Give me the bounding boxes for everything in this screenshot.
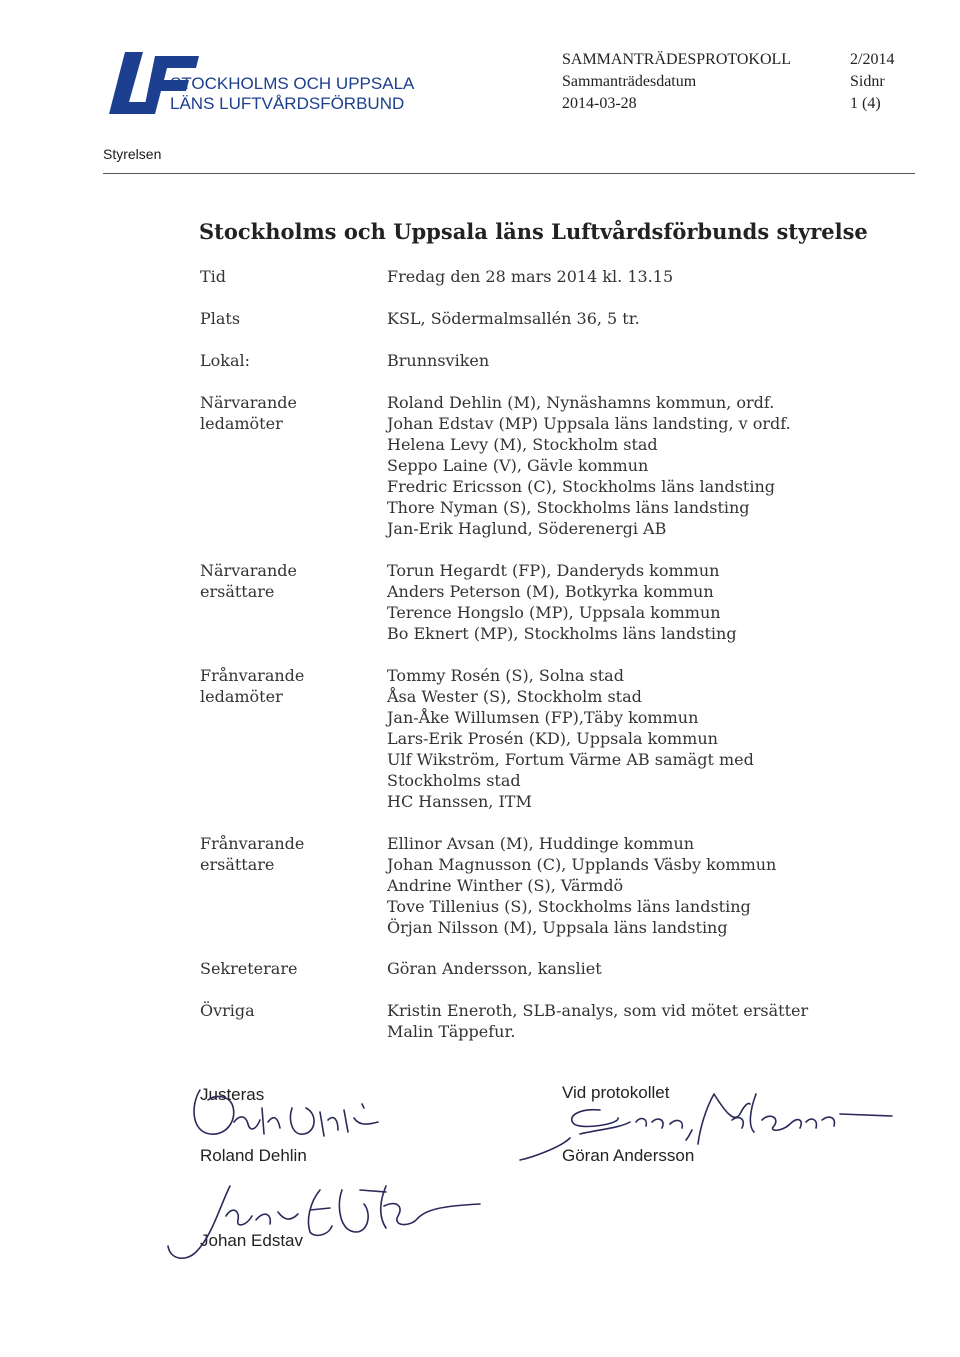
lokal-label: Lokal: [200,351,250,370]
label-line: ersättare [200,855,275,874]
ovriga-label: Övriga [200,1001,255,1020]
list-item: Bo Eknert (MP), Stockholms läns landsting [387,624,737,643]
label-line: Frånvarande [200,834,305,853]
list-item: Tommy Rosén (S), Solna stad [387,666,624,685]
list-item: Jan-Erik Haglund, Söderenergi AB [387,519,667,538]
franvarande-ledamoter-list [387,665,754,812]
plats-label: Plats [200,309,241,328]
list-item: Örjan Nilsson (M), Uppsala läns landsting [387,918,728,937]
franvarande-ledamoter-label [200,665,304,707]
page-title: Stockholms och Uppsala läns Luftvårdsförbunds styrelse [199,219,868,244]
list-item: Åsa Wester (S), Stockholm stad [387,687,642,706]
list-item: Kristin Eneroth, SLB-analys, som vid mötet ersätter [387,1001,809,1020]
date-label: Sammanträdesdatum [562,73,697,90]
label-line: Närvarande [200,561,297,580]
list-item: Ellinor Avsan (M), Huddinge kommun [387,834,695,853]
narvarande-ledamoter-list [387,392,791,539]
label-line: ersättare [200,582,275,601]
tid-value: Fredag den 28 mars 2014 kl. 13.15 [387,267,674,286]
signer-johan-edstav: Johan Edstav [200,1231,304,1250]
list-item: Terence Hongslo (MP), Uppsala kommun [387,603,721,622]
label-line: ledamöter [200,687,283,706]
list-item: Stockholms stad [387,771,521,790]
list-item: Ulf Wikström, Fortum Värme AB samägt med [387,750,754,769]
label-line: Närvarande [200,393,297,412]
list-item: Fredric Ericsson (C), Stockholms läns landsting [387,477,775,496]
narvarande-ersattare-list [387,560,737,644]
list-item: Andrine Winther (S), Värmdö [387,876,624,895]
signature-johan-edstav [160,1176,490,1266]
justeras-label: Justeras [200,1085,265,1104]
list-item: Tove Tillenius (S), Stockholms läns landsting [387,897,751,916]
page-label: Sidnr [850,73,885,90]
org-name [170,74,414,114]
list-item: Malin Täppefur. [387,1022,516,1041]
list-item: Helena Levy (M), Stockholm stad [387,435,658,454]
signer-roland-dehlin: Roland Dehlin [200,1146,307,1165]
header-meta [562,49,791,115]
org-name-line1: STOCKHOLMS OCH UPPSALA [170,74,415,93]
header-page [850,49,894,115]
franvarande-ersattare-list [387,833,776,938]
section-name: Styrelsen [103,146,162,162]
list-item: Lars-Erik Prosén (KD), Uppsala kommun [387,729,718,748]
list-item: Jan-Åke Willumsen (FP),Täby kommun [387,708,699,727]
list-item: Roland Dehlin (M), Nynäshamns kommun, ordf. [387,393,775,412]
header-divider [103,173,915,174]
franvarande-ersattare-label [200,833,304,875]
list-item: Seppo Laine (V), Gävle kommun [387,456,649,475]
list-item: HC Hanssen, ITM [387,792,532,811]
list-item: Thore Nyman (S), Stockholms läns landsting [387,498,750,517]
narvarande-ersattare-label [200,560,297,602]
ovriga-list [387,1000,808,1042]
doc-type: SAMMANTRÄDESPROTOKOLL [562,51,792,68]
protocol-number: 2/2014 [850,51,895,68]
signature-goran-andersson [500,1084,900,1164]
list-item: Johan Magnusson (C), Upplands Väsby kommun [387,855,777,874]
plats-value: KSL, Södermalmsallén 36, 5 tr. [387,309,640,328]
list-item: Torun Hegardt (FP), Danderyds kommun [387,561,720,580]
sekreterare-label: Sekreterare [200,959,298,978]
sekreterare-value: Göran Andersson, kansliet [387,959,602,978]
narvarande-ledamoter-label [200,392,297,434]
label-line: Frånvarande [200,666,305,685]
vid-protokollet-label: Vid protokollet [562,1083,670,1102]
signature-roland-dehlin [188,1078,398,1150]
list-item: Johan Edstav (MP) Uppsala läns landsting, v ordf. [387,414,791,433]
lokal-value: Brunnsviken [387,351,490,370]
page-number: 1 (4) [850,95,881,112]
tid-label: Tid [200,267,227,286]
list-item: Anders Peterson (M), Botkyrka kommun [387,582,714,601]
meeting-date: 2014-03-28 [562,95,637,112]
label-line: ledamöter [200,414,283,433]
org-name-line2: LÄNS LUFTVÅRDSFÖRBUND [170,94,405,113]
signer-goran-andersson: Göran Andersson [562,1146,695,1165]
